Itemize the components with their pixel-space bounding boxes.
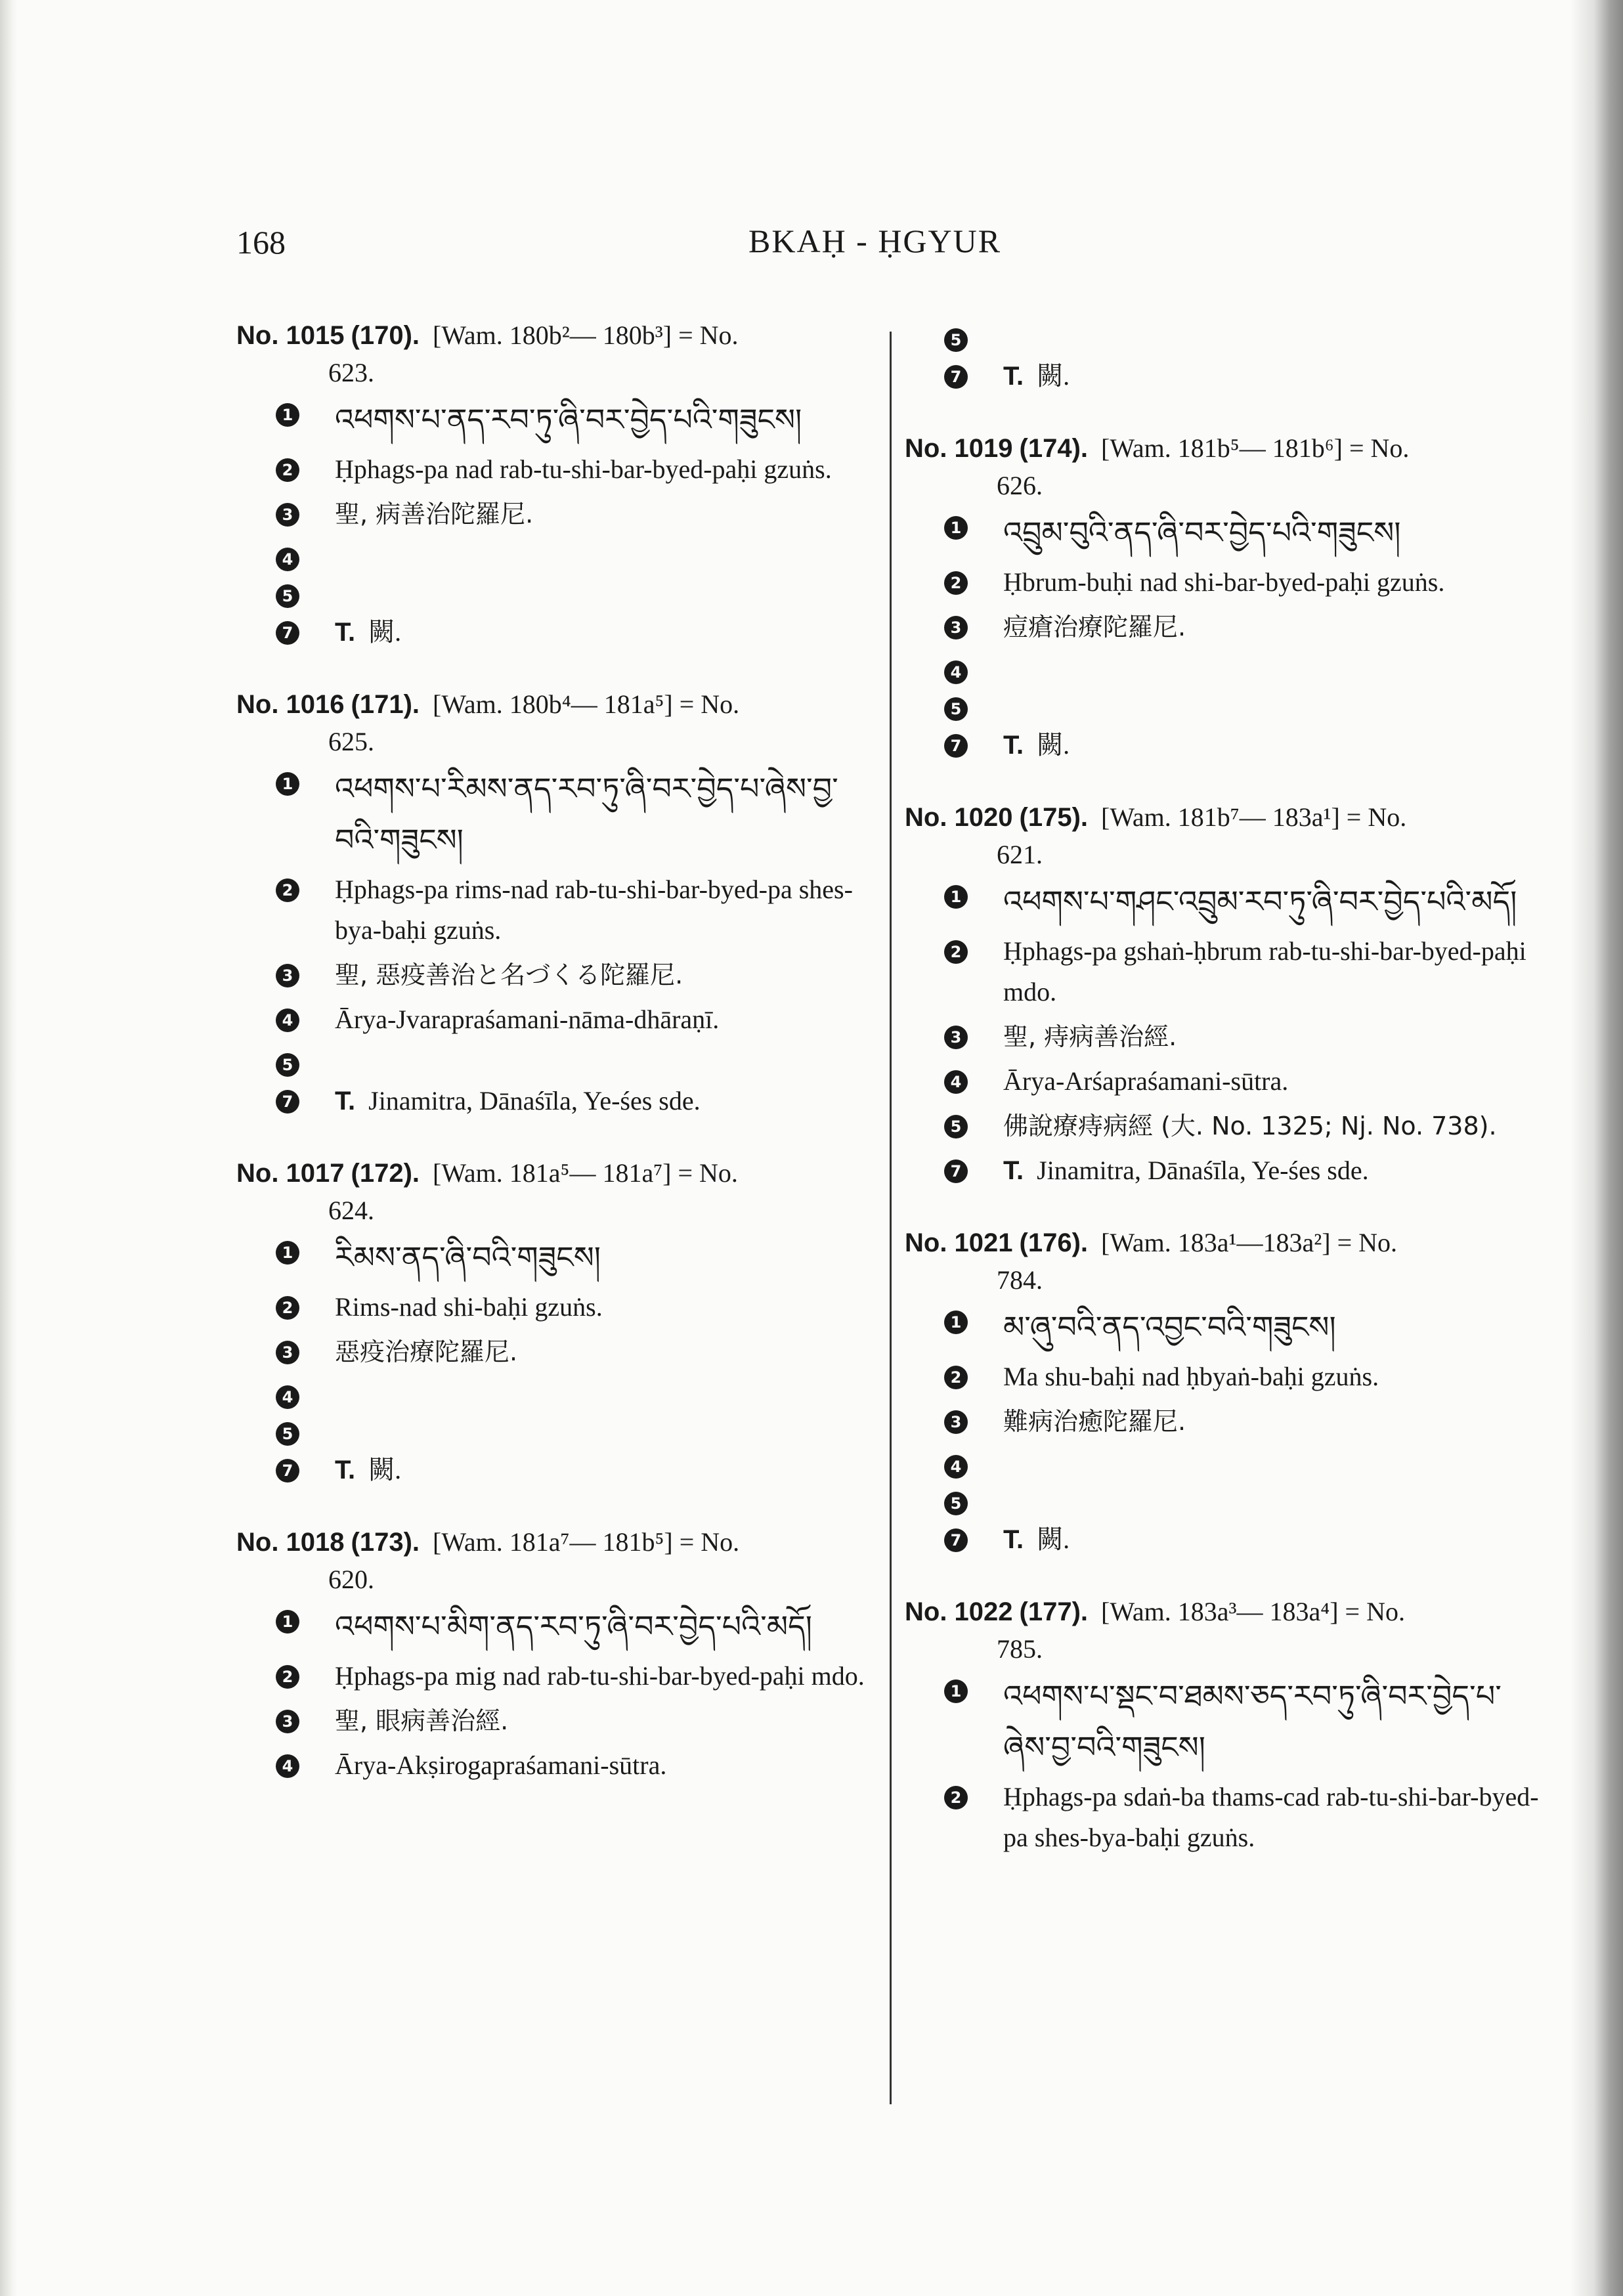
circled-number-marker: 4 [276,1385,299,1409]
circled-number-marker: 3 [944,616,968,639]
circled-number-marker: 3 [276,503,299,527]
romanized-title: Ḥphags-pa nad rab-tu-shi-bar-byed-paḥi gzuṅs. [335,454,832,484]
entry-line [236,394,880,445]
entry-line [905,1670,1548,1773]
entry-reference-cont: 624. [328,1196,374,1225]
romanized-title: Ārya-Akṣirogapraśamani-sūtra. [335,1750,667,1780]
japanese-title: 聖, 惡疫善治と名づくる陀羅尼. [335,961,683,989]
translator-label: T. [335,1087,356,1116]
entry-reference: [Wam. 181a⁵— 181a⁷] = No. [433,1158,738,1188]
entry-line [905,876,1548,927]
entry-reference: [Wam. 180b²— 180b³] = No. [433,320,739,350]
entry-line [905,1150,1548,1191]
entry-reference: [Wam. 183a¹—183a²] = No. [1101,1228,1398,1257]
translator-label: T. [1003,731,1024,760]
translator-names: Jinamitra, Dānaśīla, Ye-śes sde. [1037,1156,1369,1185]
translator-line [335,612,880,653]
entry-heading [236,1153,880,1194]
romanized-title: Ḥphags-pa rims-nad rab-tu-shi-bar-byed-pa shes-bya-baḥi gzuṅs. [335,875,853,945]
entry-line [236,1081,880,1121]
circled-number-marker: 5 [944,1115,968,1138]
circled-number-marker: 7 [276,621,299,645]
entry-line [236,575,880,608]
circled-number-marker: 1 [276,772,299,796]
running-title: BKAḤ - ḤGYUR [748,223,1002,259]
entry-line [905,507,1548,558]
circled-number-marker: 3 [944,1410,968,1434]
entry-line [236,1700,880,1741]
entry-line [905,356,1548,397]
tibetan-title: འཕགས་པ་སྡང་བ་ཐམས་ཅད་རབ་ཏུ་ཞི་བར་བྱེད་པ་ཞེས་བྱ་བའི་གཟུངས། [1003,1678,1502,1765]
entry-line [905,1356,1548,1397]
entry-paren-number: (173). [351,1528,420,1557]
entry-line [236,999,880,1040]
entry-line [905,607,1548,647]
entry-heading [905,428,1548,469]
translator-line [335,1450,880,1490]
japanese-title: 痘瘡治療陀羅尼. [1003,613,1186,641]
japanese-title: 聖, 病善治陀羅尼. [335,500,534,529]
circled-number-marker: 5 [276,584,299,608]
entry-reference-cont: 626. [997,471,1043,500]
circled-number-marker: 5 [276,1422,299,1446]
entry-line [236,763,880,865]
circled-number-marker: 7 [944,365,968,389]
entry-line [236,1332,880,1372]
translator-label: T. [1003,362,1024,391]
translator-names: 闕. [1037,1525,1070,1554]
catalog-entry [905,1592,1548,1858]
translator-line [1003,1519,1548,1560]
entry-reference-cont: 625. [328,727,374,756]
entry-line [905,725,1548,766]
entry-heading [905,1223,1548,1263]
entry-line [236,1601,880,1652]
entry-number: No. 1016 [236,690,345,719]
circled-number-marker: 1 [944,1310,968,1334]
catalog-entry [236,1153,880,1490]
entry-number: No. 1020 [905,803,1013,832]
entry-line [905,688,1548,721]
entry-paren-number: (172). [351,1159,420,1188]
circled-number-marker: 5 [944,328,968,352]
entry-line [905,931,1548,1012]
japanese-title: 難病治癒陀羅尼. [1003,1407,1186,1436]
translator-names: 闕. [368,1455,402,1484]
translator-line [1003,1150,1548,1191]
romanized-title: Ḥphags-pa mig nad rab-tu-shi-bar-byed-paḥi mdo. [335,1661,865,1691]
romanized-title: Rims-nad shi-baḥi gzuṅs. [335,1292,603,1322]
book-binding-shadow [1570,0,1623,2296]
translator-names: 闕. [1037,361,1070,391]
translator-label: T. [1003,1525,1024,1554]
romanized-title: Ārya-Arśapraśamani-sūtra. [1003,1066,1289,1096]
tibetan-title: འཕགས་པ་རིམས་ནད་རབ་ཏུ་ཞི་བར་བྱེད་པ་ཞེས་བྱ་བའི་གཟུངས། [335,771,838,857]
entry-line [905,319,1548,352]
circled-number-marker: 2 [944,940,968,964]
circled-number-marker: 2 [276,1296,299,1320]
romanized-title: Ḥbrum-buḥi nad shi-bar-byed-paḥi gzuṅs. [1003,567,1445,597]
japanese-title: 聖, 眼病善治經. [335,1706,509,1735]
japanese-title: 惡疫治療陀羅尼. [335,1337,518,1366]
catalog-entry [905,428,1548,766]
entry-reference-cont: 621. [997,840,1043,869]
entry-line [236,1376,880,1409]
entry-reference: [Wam. 183a³— 183a⁴] = No. [1101,1597,1405,1626]
entry-reference: [Wam. 181b⁷— 183a¹] = No. [1101,802,1407,832]
entry-paren-number: (175). [1019,803,1089,832]
entry-line [236,1232,880,1283]
circled-number-marker: 2 [944,1366,968,1389]
entry-line [236,1745,880,1786]
japanese-title: 佛說療痔病經 (大. No. 1325; Nj. No. 738). [1003,1112,1497,1140]
circled-number-marker: 4 [276,548,299,571]
entry-paren-number: (176). [1019,1228,1089,1257]
entry-paren-number: (171). [351,690,420,719]
translator-names: Jinamitra, Dānaśīla, Ye-śes sde. [368,1086,701,1116]
entry-reference: [Wam. 181b⁵— 181b⁶] = No. [1101,433,1410,463]
translator-label: T. [1003,1156,1024,1185]
entry-line [905,1061,1548,1102]
entry-line [905,1401,1548,1442]
entry-reference: [Wam. 180b⁴— 181a⁵] = No. [433,689,740,719]
circled-number-marker: 4 [276,1008,299,1032]
translator-names: 闕. [368,617,402,647]
entry-paren-number: (170). [351,321,420,350]
entry-line [236,1287,880,1328]
circled-number-marker: 2 [944,1786,968,1809]
entry-heading [236,684,880,725]
circled-number-marker: 1 [944,516,968,540]
circled-number-marker: 1 [276,1241,299,1265]
circled-number-marker: 7 [276,1459,299,1483]
entry-paren-number: (177). [1019,1597,1089,1626]
circled-number-marker: 1 [276,403,299,427]
circled-number-marker: 3 [276,1710,299,1733]
catalog-entry [905,1223,1548,1560]
entry-line [236,449,880,490]
circled-number-marker: 3 [944,1026,968,1049]
entry-line [236,1450,880,1490]
right-entries [905,428,1548,1858]
entry-line [905,1446,1548,1479]
entry-number: No. 1015 [236,321,345,350]
catalog-entry [236,1522,880,1786]
entry-number: No. 1017 [236,1159,345,1188]
entry-line [905,1301,1548,1353]
japanese-title: 聖, 痔病善治經. [1003,1022,1177,1051]
circled-number-marker: 5 [944,1492,968,1515]
translator-line [335,1081,880,1121]
circled-number-marker: 7 [944,1159,968,1183]
circled-number-marker: 4 [944,661,968,684]
entry-heading [236,315,880,356]
circled-number-marker: 5 [276,1053,299,1077]
circled-number-marker: 4 [944,1455,968,1479]
page-number: 168 [236,224,286,261]
left-column [236,315,880,1817]
entry-line [905,651,1548,684]
entry-reference-cont: 623. [328,358,374,387]
entry-reference-cont: 620. [328,1565,374,1594]
tibetan-title: འཕགས་པ་གཤང་འབྲུམ་རབ་ཏུ་ཞི་བར་བྱེད་པའི་མདོ། [1003,884,1517,919]
catalog-entry [236,684,880,1121]
romanized-title: Ḥphags-pa sdaṅ-ba thams-cad rab-tu-shi-bar-byed-pa shes-bya-baḥi gzuṅs. [1003,1782,1539,1852]
entry-line [236,612,880,653]
entry-line [905,562,1548,603]
catalog-entry [905,797,1548,1191]
entry-line [236,1656,880,1697]
entry-number: No. 1022 [905,1597,1013,1626]
circled-number-marker: 2 [944,571,968,595]
entry-line [236,494,880,534]
entry-heading [905,797,1548,838]
entry-paren-number: (174). [1019,434,1089,463]
circled-number-marker: 2 [276,1665,299,1689]
entry-line [905,1483,1548,1515]
entry-reference-cont: 784. [997,1265,1043,1295]
circled-number-marker: 2 [276,878,299,902]
romanized-title: Ārya-Jvarapraśamani-nāma-dhāraṇī. [335,1005,720,1034]
entry-line [905,1777,1548,1858]
entry-reference: [Wam. 181a⁷— 181b⁵] = No. [433,1527,740,1557]
entry-number: No. 1018 [236,1528,345,1557]
entry-number: No. 1019 [905,434,1013,463]
entry-line [236,869,880,951]
tibetan-title: འཕགས་པ་ནད་རབ་ཏུ་ཞི་བར་བྱེད་པའི་གཟུངས། [335,402,802,437]
entry-line [236,538,880,571]
circled-number-marker: 7 [944,1528,968,1552]
right-column [905,315,1548,1890]
page-left-edge [0,0,17,2296]
circled-number-marker: 5 [944,697,968,721]
entry-reference-cont: 785. [997,1634,1043,1664]
circled-number-marker: 4 [944,1070,968,1094]
entry-line [236,955,880,995]
circled-number-marker: 1 [944,1679,968,1703]
tibetan-title: འབྲུམ་བུའི་ནད་ཞི་བར་བྱེད་པའི་གཟུངས། [1003,515,1401,550]
entry-heading [905,1592,1548,1632]
translator-label: T. [335,1456,356,1484]
circled-number-marker: 7 [276,1090,299,1114]
entry-line [905,1106,1548,1146]
tibetan-title: རིམས་ནད་ཞི་བའི་གཟུངས། [335,1240,601,1275]
translator-names: 闕. [1037,730,1070,760]
translator-label: T. [335,618,356,647]
entry-heading [236,1522,880,1563]
entry-line [236,1044,880,1077]
circled-number-marker: 3 [276,1341,299,1364]
circled-number-marker: 2 [276,458,299,482]
circled-number-marker: 7 [944,734,968,758]
tibetan-title: འཕགས་པ་མིག་ནད་རབ་ཏུ་ཞི་བར་བྱེད་པའི་མདོ། [335,1609,812,1644]
circled-number-marker: 4 [276,1754,299,1778]
entry-number: No. 1021 [905,1228,1013,1257]
translator-line [1003,356,1548,397]
entry-line [905,1519,1548,1560]
circled-number-marker: 1 [944,885,968,909]
entry-line [905,1016,1548,1057]
translator-line [1003,725,1548,766]
catalog-entry [236,315,880,653]
circled-number-marker: 3 [276,964,299,987]
column-divider [890,332,892,2104]
entry-line [236,1413,880,1446]
romanized-title: Ḥphags-pa gshaṅ-ḥbrum rab-tu-shi-bar-byed-paḥi mdo. [1003,936,1526,1007]
circled-number-marker: 1 [276,1610,299,1634]
continued-entry-lines [905,319,1548,397]
tibetan-title: མ་ཞུ་བའི་ནད་འབྱང་བའི་གཟུངས། [1003,1309,1336,1345]
romanized-title: Ma shu-baḥi nad ḥbyaṅ-baḥi gzuṅs. [1003,1362,1379,1391]
